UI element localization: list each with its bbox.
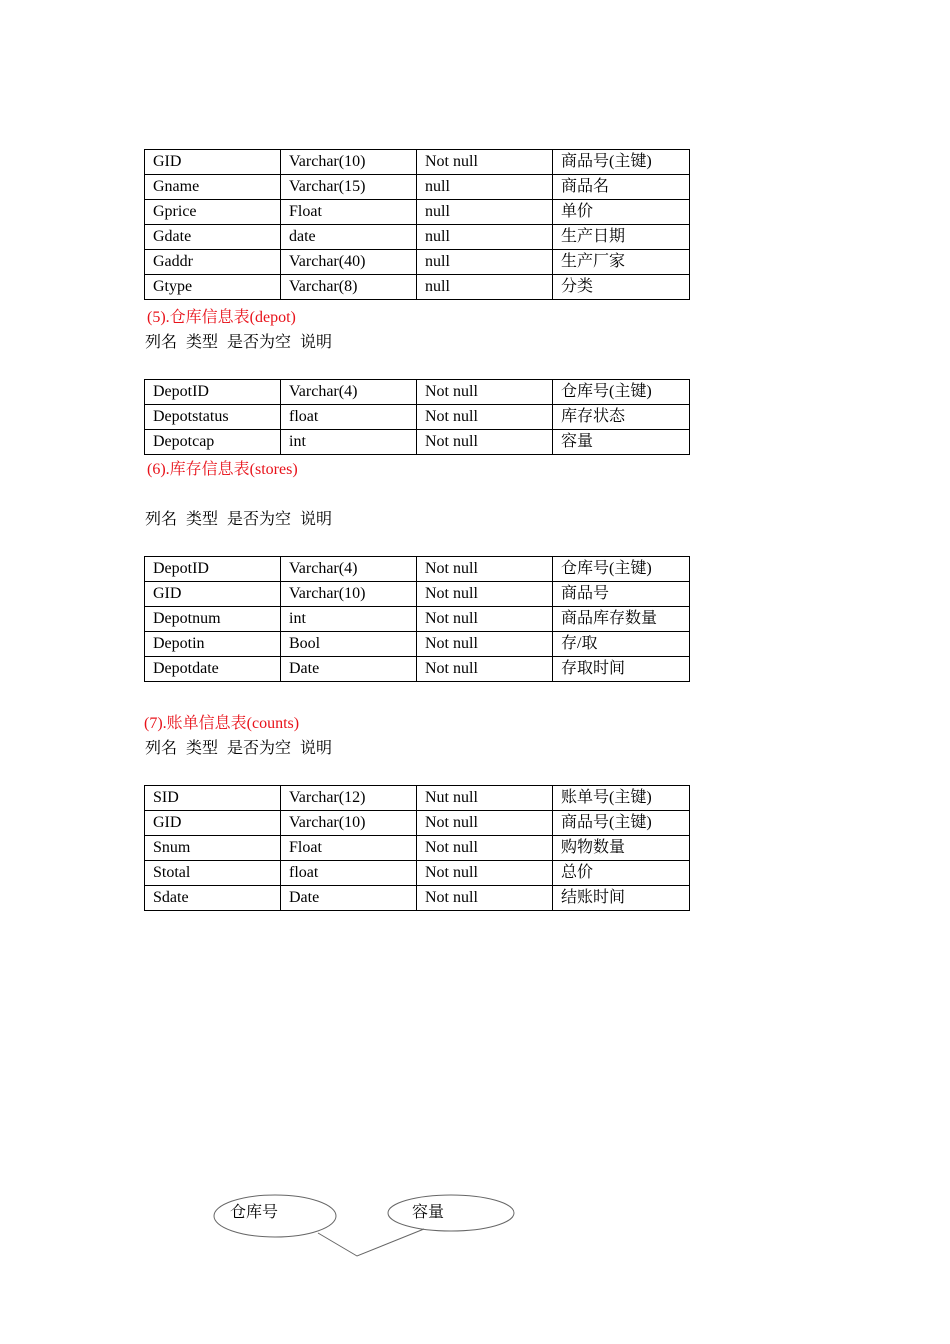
table-cell: Not null [417, 405, 553, 430]
table-cell: Depotstatus [145, 405, 281, 430]
table-cell: Gprice [145, 200, 281, 225]
table-cell: Depotnum [145, 607, 281, 632]
table-cell: Varchar(8) [281, 275, 417, 300]
table-cell: null [417, 225, 553, 250]
section-6-heading: (6).库存信息表(stores) [147, 461, 298, 478]
table-cell: Varchar(10) [281, 582, 417, 607]
table-cell: 仓库号(主键) [553, 557, 690, 582]
table-cell: 存取时间 [553, 657, 690, 682]
table-cell: Nut null [417, 786, 553, 811]
table-cell: Not null [417, 632, 553, 657]
col-header-name: 列名 [145, 511, 178, 528]
col-header-type: 类型 [186, 740, 219, 757]
table-cell: Depotdate [145, 657, 281, 682]
table-cell: Gdate [145, 225, 281, 250]
attribute-label-capacity: 容量 [412, 1204, 445, 1221]
table-cell: int [281, 607, 417, 632]
table-cell: SID [145, 786, 281, 811]
table-cell: Not null [417, 430, 553, 455]
attribute-label-depot-id: 仓库号 [230, 1204, 279, 1221]
table-cell: null [417, 275, 553, 300]
table-cell: Depotin [145, 632, 281, 657]
table-cell: Not null [417, 657, 553, 682]
col-header-type: 类型 [186, 334, 219, 351]
table-cell: 购物数量 [553, 836, 690, 861]
table-cell: 商品库存数量 [553, 607, 690, 632]
table-cell: Varchar(4) [281, 557, 417, 582]
table-cell: 仓库号(主键) [553, 380, 690, 405]
col-header-description: 说明 [300, 511, 333, 528]
table-cell: Not null [417, 886, 553, 911]
table-cell: int [281, 430, 417, 455]
connector-line [318, 1229, 424, 1256]
table-cell: 账单号(主键) [553, 786, 690, 811]
table-cell: Not null [417, 557, 553, 582]
table-cell: GID [145, 811, 281, 836]
table-cell: Not null [417, 150, 553, 175]
table-cell: 单价 [553, 200, 690, 225]
table-cell: Varchar(15) [281, 175, 417, 200]
table-cell: Varchar(40) [281, 250, 417, 275]
table-cell: 商品名 [553, 175, 690, 200]
section-5-heading: (5).仓库信息表(depot) [147, 309, 296, 326]
attribute-ellipse-capacity [388, 1195, 514, 1231]
table-cell: Varchar(4) [281, 380, 417, 405]
table-cell: float [281, 861, 417, 886]
table-cell: Depotcap [145, 430, 281, 455]
table-cell: 容量 [553, 430, 690, 455]
col-header-nullable: 是否为空 [227, 511, 292, 528]
table-cell: Not null [417, 861, 553, 886]
table-cell: Varchar(10) [281, 150, 417, 175]
table-cell: DepotID [145, 557, 281, 582]
table-cell: date [281, 225, 417, 250]
table-cell: 生产日期 [553, 225, 690, 250]
table-cell: Varchar(12) [281, 786, 417, 811]
col-header-name: 列名 [145, 740, 178, 757]
table-cell: GID [145, 150, 281, 175]
table-cell: Float [281, 200, 417, 225]
col-header-description: 说明 [300, 740, 333, 757]
col-header-name: 列名 [145, 334, 178, 351]
table-cell: 商品号 [553, 582, 690, 607]
col-header-description: 说明 [300, 334, 333, 351]
section-7-heading: (7).账单信息表(counts) [144, 715, 300, 732]
table-cell: float [281, 405, 417, 430]
table-cell: Varchar(10) [281, 811, 417, 836]
table-cell: Date [281, 657, 417, 682]
table-cell: 库存状态 [553, 405, 690, 430]
table-cell: 生产厂家 [553, 250, 690, 275]
table-cell: Not null [417, 811, 553, 836]
table-cell: null [417, 175, 553, 200]
table-cell: 分类 [553, 275, 690, 300]
table-cell: DepotID [145, 380, 281, 405]
table-cell: Not null [417, 582, 553, 607]
table-cell: Not null [417, 380, 553, 405]
table-cell: null [417, 200, 553, 225]
table-cell: 结账时间 [553, 886, 690, 911]
table-cell: GID [145, 582, 281, 607]
table-cell: Not null [417, 607, 553, 632]
col-header-nullable: 是否为空 [227, 740, 292, 757]
table-cell: Bool [281, 632, 417, 657]
table-cell: Snum [145, 836, 281, 861]
table-cell: 存/取 [553, 632, 690, 657]
table-cell: 总价 [553, 861, 690, 886]
table-cell: 商品号(主键) [553, 811, 690, 836]
table-cell: Gtype [145, 275, 281, 300]
table-cell: Stotal [145, 861, 281, 886]
table-cell: Not null [417, 836, 553, 861]
table-cell: 商品号(主键) [553, 150, 690, 175]
col-header-nullable: 是否为空 [227, 334, 292, 351]
table-cell: Sdate [145, 886, 281, 911]
table-cell: Gaddr [145, 250, 281, 275]
table-cell: null [417, 250, 553, 275]
table-cell: Date [281, 886, 417, 911]
col-header-type: 类型 [186, 511, 219, 528]
table-cell: Gname [145, 175, 281, 200]
table-cell: Float [281, 836, 417, 861]
